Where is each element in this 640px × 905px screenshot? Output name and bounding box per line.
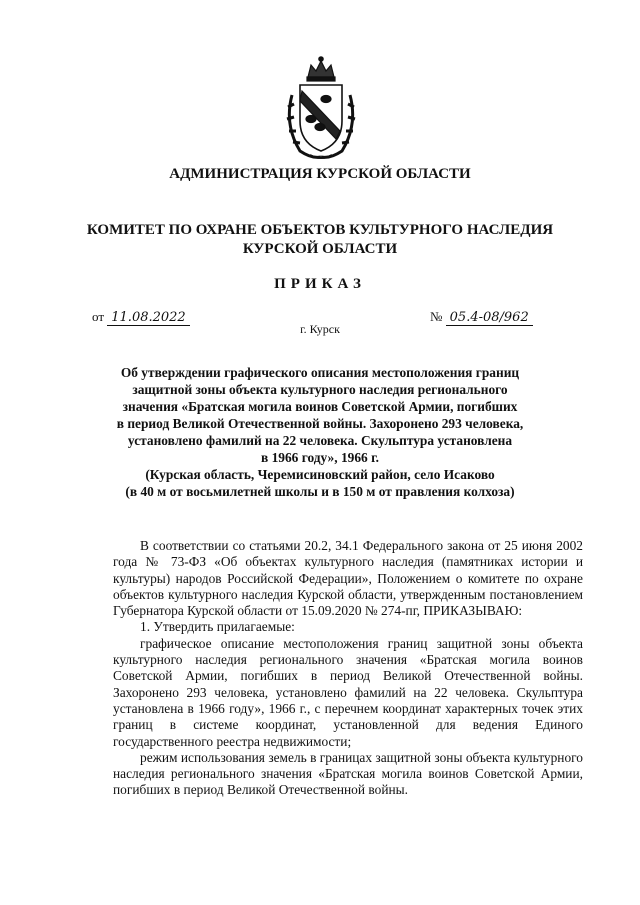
body-paragraph: 1. Утвердить прилагаемые:	[140, 619, 295, 635]
title-line: (Курская область, Черемисиновский район, село Исаково	[145, 467, 495, 482]
body-paragraph: В соответствии со статьями 20.2, 34.1 Федерального закона от 25 июня 2002 года № 73-ФЗ «Об объектах культурного наследия (памятниках истории и культуры) народов Российской Федерации», Положением о комитете по охране объектов культурного наследия Курской области, утвержденным постановлением Губернатора Курской области от 15.09.2020 № 274-пг, ПРИКАЗЫВАЮ:	[113, 538, 583, 619]
title-line: Об утверждении графического описания местоположения границ	[120, 365, 520, 380]
title-line: в 1966 году», 1966 г.	[260, 450, 379, 465]
coat-of-arms-icon	[278, 55, 364, 163]
committee-heading-line: КУРСКОЙ ОБЛАСТИ	[242, 241, 398, 257]
document-title	[90, 364, 550, 500]
title-line: установлено фамилий на 22 человека. Скульптура установлена	[127, 433, 513, 448]
administration-heading: АДМИНИСТРАЦИЯ КУРСКОЙ ОБЛАСТИ	[169, 166, 471, 182]
city: г. Курск	[300, 322, 340, 336]
body-paragraph: режим использования земель в границах защитной зоны объекта культурного наследия регионального значения «Братская могила воинов Советской Армии, погибших в период Великой Отечественной войны.	[113, 749, 583, 798]
title-line: в период Великой Отечественной войны. Захоронено 293 человека,	[116, 416, 524, 431]
date-value: 11.08.2022	[107, 310, 189, 326]
committee-heading	[0, 221, 640, 259]
committee-heading-line: КОМИТЕТ ПО ОХРАНЕ ОБЪЕКТОВ КУЛЬТУРНОГО НАСЛЕДИЯ	[86, 222, 554, 238]
body-paragraph: графическое описание местоположения границ защитной зоны объекта культурного наследия регионального значения «Братская могила воинов Советской Армии, погибших в период Великой Отечественной войны. Захоронено 293 человека, установлено фамилий на 22 человека. Скульптура установлена в 1966 году», 1966 г., с перечнем координат характерных точек этих границ в системе координат, установленной для ведения Единого государственного реестра недвижимости;	[113, 635, 583, 749]
title-line: (в 40 м от восьмилетней школы и в 150 м от правления колхоза)	[125, 484, 515, 499]
title-line: значения «Братская могила воинов Советской Армии, погибших	[122, 399, 518, 414]
document-type: ПРИКАЗ	[274, 276, 366, 292]
title-line: защитной зоны объекта культурного наследия регионального	[132, 382, 508, 397]
document-body	[113, 538, 583, 799]
number-prefix: №	[430, 309, 443, 324]
number-value: 05.4-08/962	[446, 310, 533, 326]
date-prefix: от	[92, 309, 105, 324]
